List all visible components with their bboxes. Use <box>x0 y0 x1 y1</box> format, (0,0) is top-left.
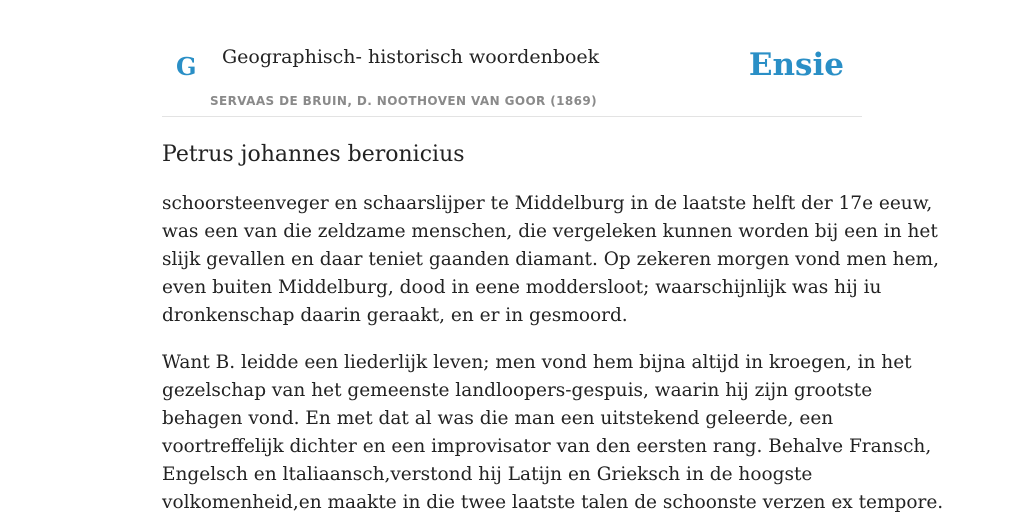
text-line: even buiten Middelburg, dood in eene moddersloot; waarschijnlijk was hij iu <box>162 277 882 298</box>
book-authors: SERVAAS DE BRUIN, D. NOOTHOVEN VAN GOOR (1869) <box>210 94 598 108</box>
text-line: was een van die zeldzame menschen, die vergeleken kunnen worden bij een in het <box>162 221 938 242</box>
text-line: gezelschap van het gemeenste landloopers-gespuis, waarin hij zijn grootste <box>162 380 873 401</box>
text-line: behagen vond. En met dat al was die man een uitstekend geleerde, een <box>162 408 834 429</box>
header <box>162 0 862 117</box>
text-line: schoorsteenveger en schaarslijper te Middelburg in de laatste helft der 17e eeuw, <box>162 193 933 214</box>
text-line: slijk gevallen en daar teniet gaanden diamant. Op zekeren morgen vond men hem, <box>162 249 939 270</box>
page-title: Petrus johannes beronicius <box>162 142 465 167</box>
text-line: voortreffelijk dichter en een improvisator van den eersten rang. Behalve Fransch, <box>162 436 932 457</box>
text-line: Engelsch en ltaliaansch,verstond hij Latijn en Grieksch in de hoogste <box>162 464 813 485</box>
text-line: Want B. leidde een liederlijk leven; men vond hem bijna altijd in kroegen, in het <box>162 352 912 373</box>
book-logo-icon[interactable]: G <box>176 52 197 81</box>
book-title[interactable]: Geographisch- historisch woordenboek <box>222 46 600 68</box>
brand-logo[interactable]: Ensie <box>748 47 844 83</box>
paragraph <box>162 190 939 330</box>
paragraph <box>162 349 944 512</box>
entry-content <box>162 138 944 512</box>
text-line: dronkenschap daarin geraakt, en er in gesmoord. <box>162 305 628 326</box>
text-line: volkomenheid,en maakte in die twee laatste talen de schoonste verzen ex tempore. <box>162 492 944 512</box>
